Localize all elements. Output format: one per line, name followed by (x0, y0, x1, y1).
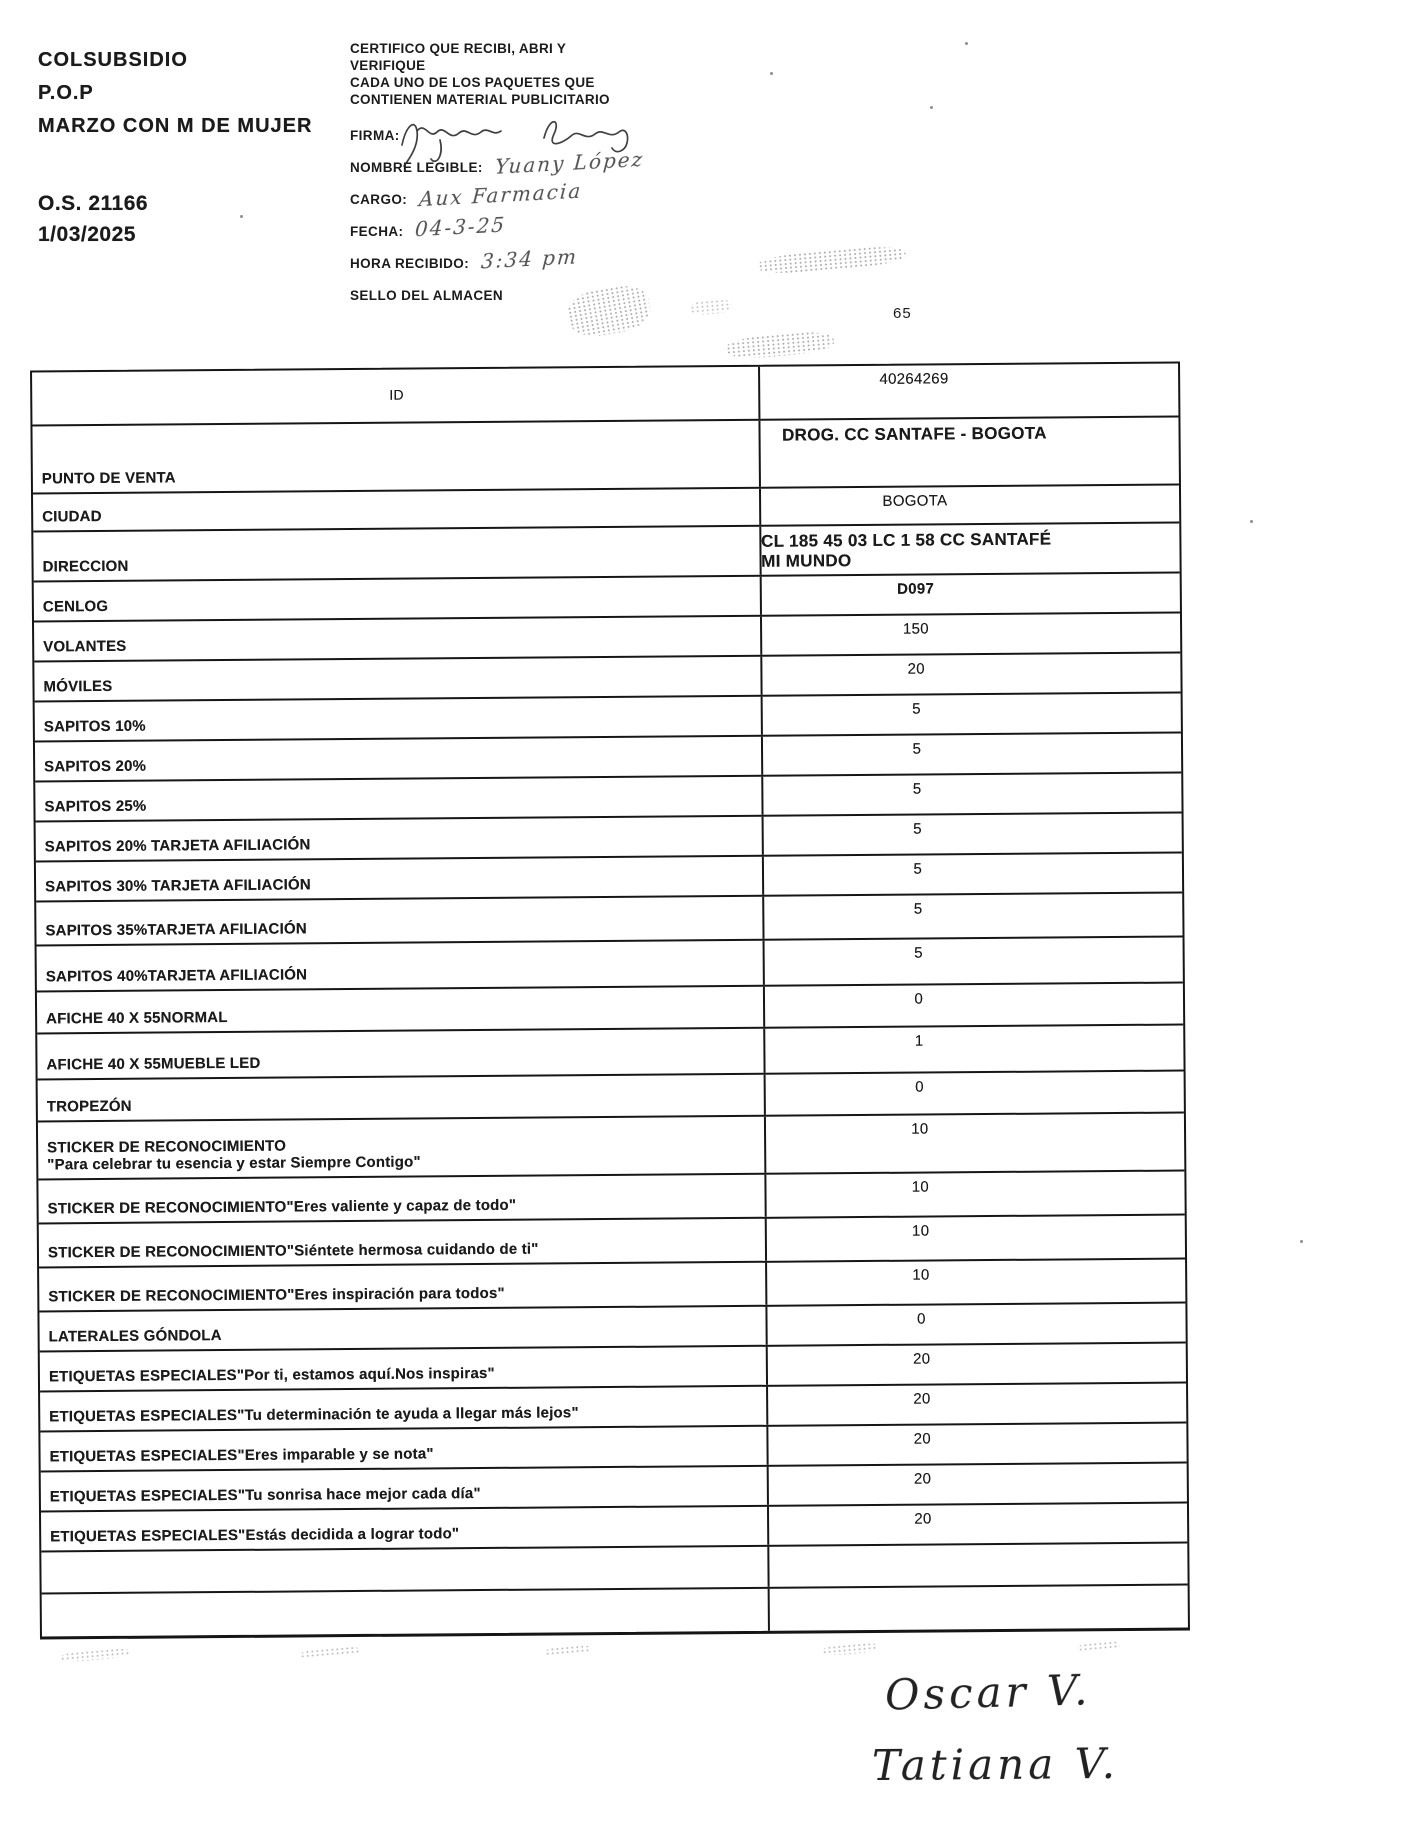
certification-line: VERIFIQUE (350, 58, 426, 73)
field-firma (350, 128, 400, 143)
row-value-cell: 20 (907, 660, 925, 678)
certification-line: CADA UNO DE LOS PAQUETES QUE (350, 75, 595, 90)
row-value-cell: 150 (902, 620, 929, 638)
row-label-cell: SAPITOS 20% (35, 737, 763, 781)
row-label-cell: ETIQUETAS ESPECIALES"Estás decidida a lograr todo" (41, 1507, 769, 1551)
row-value-cell: 10 (911, 1178, 930, 1196)
row-label-cell: STICKER DE RECONOCIMIENTO"Siéntete hermosa cuidando de ti" (39, 1219, 767, 1267)
scan-mark (1078, 1640, 1121, 1653)
hora-handwriting: 3:34 pm (480, 244, 579, 274)
cargo-handwriting: Aux Farmacia (418, 178, 584, 212)
field-nombre-legible (350, 147, 645, 179)
row-value-cell: 20 (912, 1350, 931, 1368)
campaign-title: MARZO CON M DE MUJER (38, 115, 313, 137)
scan-dot (930, 106, 933, 109)
row-value-cell: 10 (911, 1120, 929, 1138)
row-value-cell: 0 (916, 1310, 926, 1328)
scan-mark (60, 1647, 131, 1663)
row-label-cell (42, 1589, 770, 1637)
row-value-cell: 1 (914, 1032, 924, 1050)
row-label-cell: SAPITOS 10% (35, 697, 763, 741)
row-label-cell: VOLANTES (34, 617, 762, 661)
row-value-cell: 10 (911, 1222, 930, 1240)
row-value-cell: 20 (913, 1430, 932, 1448)
scan-dot (1250, 520, 1253, 523)
field-label-fecha: FECHA: (350, 224, 404, 239)
row-value-cell: 20 (914, 1510, 932, 1528)
row-label-cell: ID (32, 367, 760, 425)
stamp-smudge (725, 329, 835, 360)
scan-dot (770, 72, 773, 75)
row-label-cell: CIUDAD (33, 489, 761, 531)
row-label-cell: CENLOG (34, 577, 762, 621)
row-label-cell: DIRECCION (33, 527, 761, 581)
row-value-cell: 20 (913, 1470, 932, 1488)
row-label-cell: STICKER DE RECONOCIMIENTO "Para celebrar tu esencia y estar Siempre Contigo" (38, 1117, 766, 1179)
row-label-cell: SAPITOS 40%TARJETA AFILIACIÓN (37, 941, 765, 991)
table-row (42, 1585, 1188, 1636)
field-label-sello: SELLO DEL ALMACEN (350, 288, 504, 303)
table-row (32, 364, 1178, 427)
row-label-cell: PUNTO DE VENTA (32, 421, 760, 493)
scan-dot (1300, 1240, 1303, 1243)
row-label-cell: SAPITOS 30% TARJETA AFILIACIÓN (36, 857, 764, 901)
fecha-handwriting: 04-3-25 (414, 212, 508, 242)
row-value-cell: 20 (913, 1390, 931, 1408)
approver-name: Oscar V. (884, 1665, 1092, 1720)
field-label-nombre: NOMBRE LEGIBLE: (350, 160, 483, 175)
order-info (38, 188, 148, 250)
stamp-smudge (565, 281, 654, 341)
table-row (33, 524, 1179, 583)
document-date: 1/03/2025 (38, 223, 136, 246)
row-value-cell: 5 (913, 820, 922, 838)
table-row (32, 418, 1178, 495)
row-value-cell: 5 (913, 900, 923, 918)
company-title: COLSUBSIDIO (38, 49, 188, 71)
materials-table (30, 362, 1190, 1640)
field-label-firma: FIRMA: (350, 128, 400, 143)
row-label-cell: SAPITOS 35%TARJETA AFILIACIÓN (36, 897, 764, 945)
row-label-cell: SAPITOS 20% TARJETA AFILIACIÓN (36, 817, 764, 861)
row-value-cell: 5 (914, 944, 923, 962)
approver-name: Tatiana V. (871, 1738, 1120, 1791)
field-fecha (350, 212, 508, 242)
table-row (38, 1113, 1184, 1180)
row-value-cell: 5 (912, 700, 921, 718)
page-number: 65 (893, 305, 912, 322)
row-label-cell: SAPITOS 25% (35, 777, 763, 821)
row-label-cell: ETIQUETAS ESPECIALES"Tu sonrisa hace mejor cada día" (41, 1467, 769, 1511)
scan-dot (965, 42, 968, 45)
row-label-cell: MÓVILES (34, 657, 762, 701)
row-label-cell (41, 1547, 769, 1593)
row-value-cell: 40264269 (879, 370, 949, 388)
document-header-left (38, 44, 312, 143)
certification-line: CONTIENEN MATERIAL PUBLICITARIO (350, 92, 610, 107)
field-label-hora: HORA RECIBIDO: (350, 256, 470, 271)
scan-mark (822, 1642, 879, 1657)
nombre-handwriting: Yuany López (494, 147, 645, 179)
row-label-cell: STICKER DE RECONOCIMIENTO"Eres valiente y capaz de todo" (38, 1175, 766, 1223)
os-number: O.S. 21166 (38, 192, 149, 215)
row-value-cell: CL 185 45 03 LC 1 58 CC SANTAFÉ MI MUNDO (761, 529, 1052, 571)
field-hora-recibido (350, 244, 579, 274)
row-value-cell: 5 (912, 780, 922, 798)
scan-mark (300, 1645, 361, 1659)
row-label-cell: STICKER DE RECONOCIMIENTO"Eres inspiración para todos" (39, 1263, 767, 1311)
certification-text (350, 40, 690, 108)
scan-dot (240, 215, 243, 218)
scan-mark (545, 1644, 592, 1657)
row-value-cell: BOGOTA (882, 492, 948, 510)
field-sello-almacen (350, 288, 503, 303)
row-value-cell: 5 (913, 860, 923, 878)
row-label-cell: LATERALES GÓNDOLA (39, 1307, 767, 1351)
row-value-cell (769, 1543, 1188, 1586)
certification-line: CERTIFICO QUE RECIBI, ABRI Y (350, 41, 567, 56)
field-cargo (350, 178, 584, 212)
row-value-cell (769, 1585, 1188, 1630)
field-label-cargo: CARGO: (350, 192, 408, 207)
row-value-cell: D097 (897, 580, 935, 598)
row-label-cell: ETIQUETAS ESPECIALES"Eres imparable y se nota" (40, 1427, 768, 1471)
stamp-smudge (689, 298, 732, 316)
row-value-cell: DROG. CC SANTAFE - BOGOTA (781, 423, 1047, 445)
row-label-cell: AFICHE 40 X 55MUEBLE LED (37, 1029, 765, 1079)
row-value-cell: 5 (912, 740, 922, 758)
row-label-cell: ETIQUETAS ESPECIALES"Por ti, estamos aquí.Nos inspiras" (40, 1347, 768, 1391)
row-label-cell: ETIQUETAS ESPECIALES"Tu determinación te ayuda a llegar más lejos" (40, 1387, 768, 1431)
row-value-cell: 0 (914, 990, 924, 1008)
row-value-cell: 10 (912, 1266, 930, 1284)
row-label-cell: AFICHE 40 X 55NORMAL (37, 987, 765, 1033)
program-title: P.O.P (38, 82, 94, 104)
row-value-cell: 0 (915, 1078, 924, 1096)
row-label-cell: TROPEZÓN (38, 1075, 766, 1121)
stamp-smudge (757, 244, 906, 277)
